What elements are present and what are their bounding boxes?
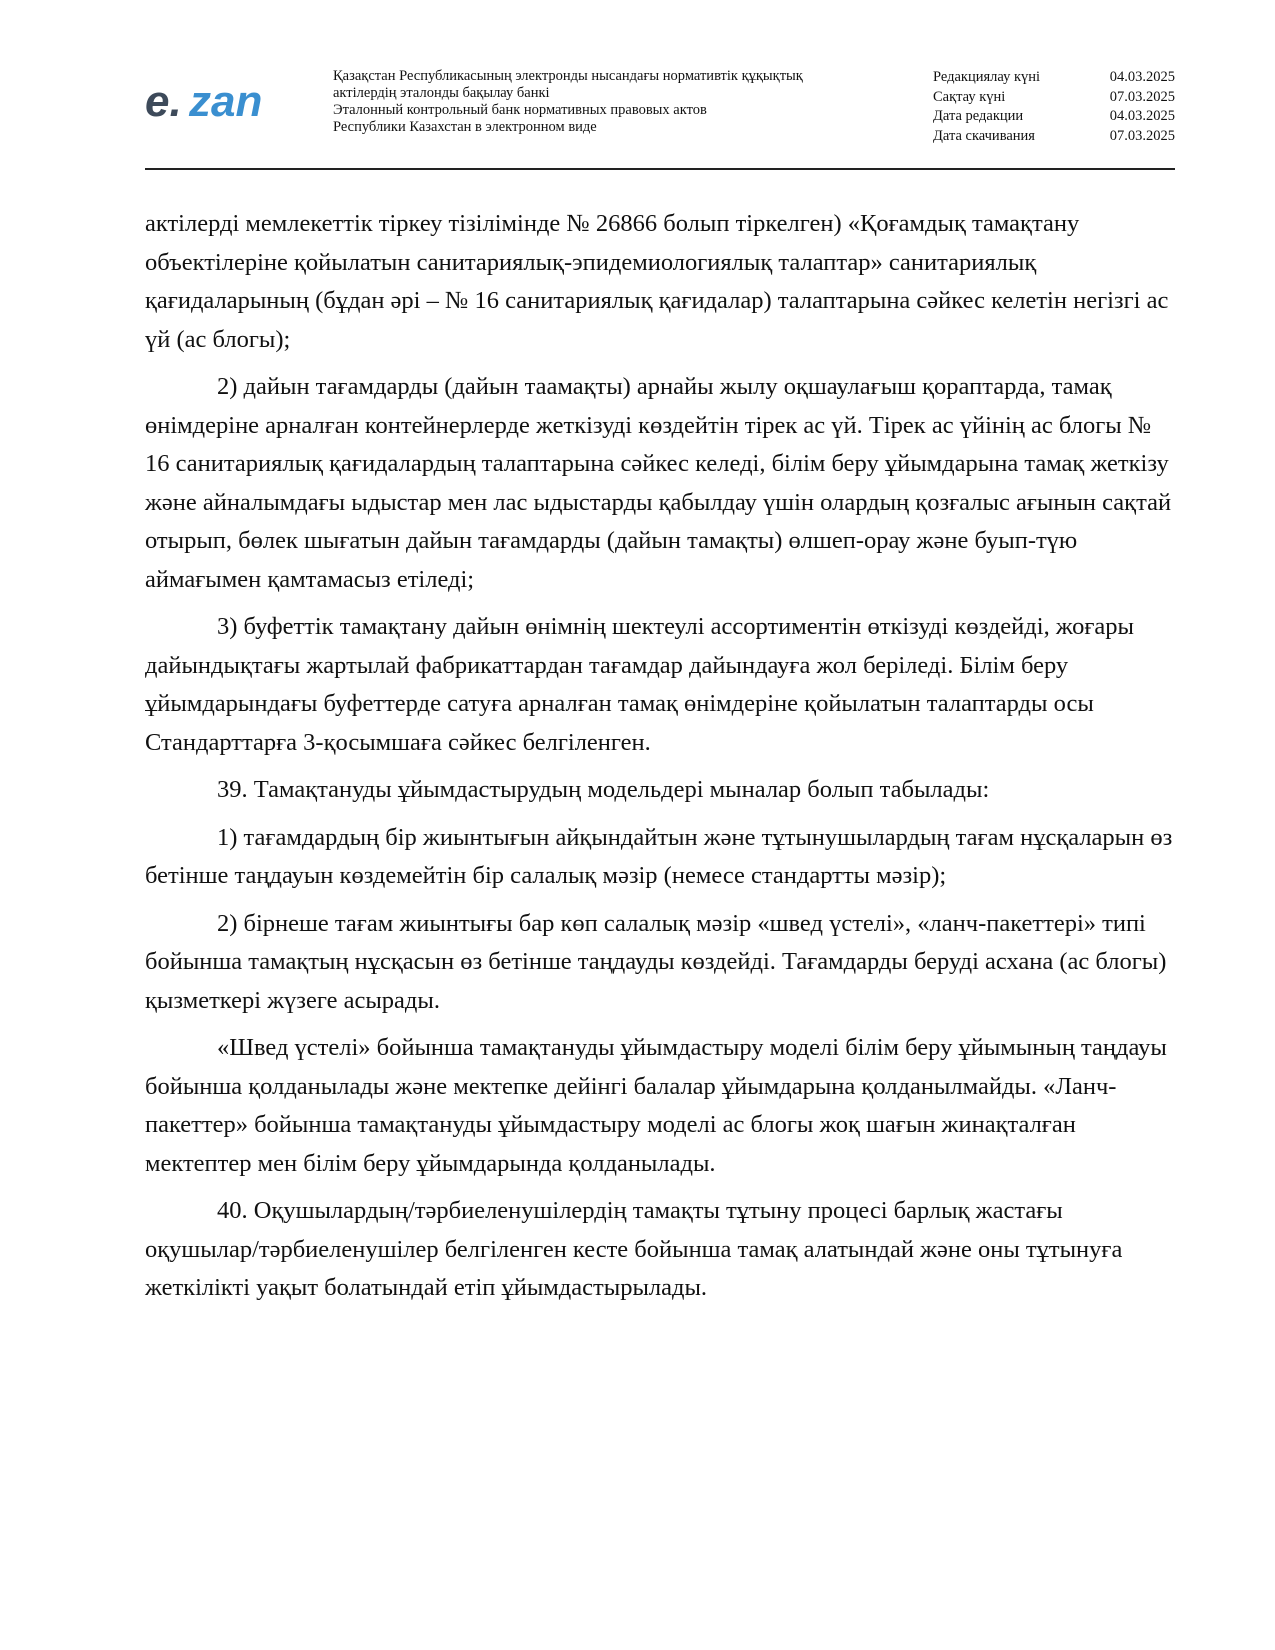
- org-line: Республики Казахстан в электронном виде: [333, 119, 597, 135]
- paragraph: 3) буфеттік тамақтану дайын өнімнің шектеулі ассортиментін өткізуді көздейді, жоғары дайындықтағы жартылай фабрикаттардан тағамдар дайындауға жол беріледі. Білім беру ұйымдарындағы буфеттерде сатуға арналған тамақ өнімдеріне қойылатын талаптарды осы Стандарттарға 3-қосымшаға сәйкес белгіленген.: [145, 613, 1135, 756]
- paragraph: 40. Оқушылардың/тәрбиеленушілердің тамақты тұтыну процесі барлық жастағы оқушылар/тәрбиеленушілер белгіленген кесте бойынша тамақ алатындай және оны тұтынуға жеткілікті уақыт болатындай етіп ұйымдастырылады.: [145, 1197, 1123, 1301]
- paragraph: 2) бірнеше тағам жиынтығы бар көп салалық мәзір «швед үстелі», «ланч-пакеттері» типі бойынша тамақтың нұсқасын өз бетінше таңдауды көздейді. Тағамдарды беруді асхана (ас блогы) қызметкері жүзеге асырады.: [145, 909, 1167, 1014]
- meta-value: 07.03.2025: [1109, 88, 1175, 105]
- meta-row-edit-date-ru: [933, 107, 1175, 127]
- document-dates: [933, 68, 1175, 146]
- org-line: Қазақстан Республикасының электронды нысандағы нормативтік құқықтық: [333, 68, 803, 84]
- meta-row-download-date-ru: [933, 127, 1175, 147]
- meta-label: Дата скачивания: [933, 127, 1035, 144]
- paragraph: 1) тағамдардың бір жиынтығын айқындайтын және тұтынушылардың тағам нұсқаларын өз бетінше таңдауын көздемейтін бір салалық мәзір (немесе стандартты мәзір);: [145, 823, 1173, 889]
- document-body: [145, 205, 1175, 1317]
- meta-row-edit-date-kz: [933, 68, 1175, 88]
- org-line: Эталонный контрольный банк нормативных правовых актов: [333, 102, 707, 118]
- meta-label: Сақтау күні: [933, 88, 1006, 105]
- logo-zan: zan: [189, 77, 263, 126]
- meta-label: Редакциялау күні: [933, 69, 1041, 85]
- paragraph: «Швед үстелі» бойынша тамақтануды ұйымдастыру моделі білім беру ұйымының таңдауы бойынша қолданылады және мектепке дейінгі балалар ұйымдарына қолданылмайды. «Ланч-пакеттер» бойынша тамақтануды ұйымдастыру моделі ас блогы жоқ шағын жинақталған мектептер мен білім беру ұйымдарында қолданылады.: [145, 1034, 1167, 1177]
- organization-name: [333, 68, 893, 136]
- meta-value: 07.03.2025: [1109, 127, 1175, 144]
- org-line: актілердің эталонды бақылау банкі: [333, 85, 550, 101]
- meta-label: Дата редакции: [933, 108, 1024, 124]
- meta-value: 04.03.2025: [1109, 69, 1175, 85]
- logo-e: e.: [145, 77, 182, 126]
- meta-row-save-date-kz: [933, 88, 1175, 108]
- paragraph: 2) дайын тағамдарды (дайын таамақты) арнайы жылу оқшаулағыш қораптарда, тамақ өнімдеріне арналған контейнерлерде жеткізуді көздейтін тірек ас үй. Тірек ас үйінің ас блогы № 16 санитариялық қағидалардың талаптарына сәйкес келеді, білім беру ұйымдарына тамақ жеткізу және айналымдағы ыдыстар мен лас ыдыстарды қабылдау үшін олардың қозғалыс ағынын сақтай отырып, бөлек шығатын дайын тағамдарды (дайын тамақты) өлшеп-орау және буып-түю аймағымен қамтамасыз етіледі;: [145, 373, 1172, 593]
- meta-value: 04.03.2025: [1109, 108, 1175, 124]
- document-header: [145, 60, 1175, 170]
- ezan-logo-icon: [145, 76, 295, 126]
- paragraph: 39. Тамақтануды ұйымдастырудың модельдері мыналар болып табылады:: [217, 776, 990, 803]
- ezan-logo: [145, 76, 295, 126]
- header-divider: [145, 168, 1175, 170]
- paragraph: актілерді мемлекеттік тіркеу тізілімінде № 26866 болып тіркелген) «Қоғамдық тамақтану объектілеріне қойылатын санитариялық-эпидемиологиялық талаптар» санитариялық қағидаларының (бұдан әрі – № 16 санитариялық қағидалар) талаптарына сәйкес келетін негізгі ас үй (ас блогы);: [145, 210, 1169, 353]
